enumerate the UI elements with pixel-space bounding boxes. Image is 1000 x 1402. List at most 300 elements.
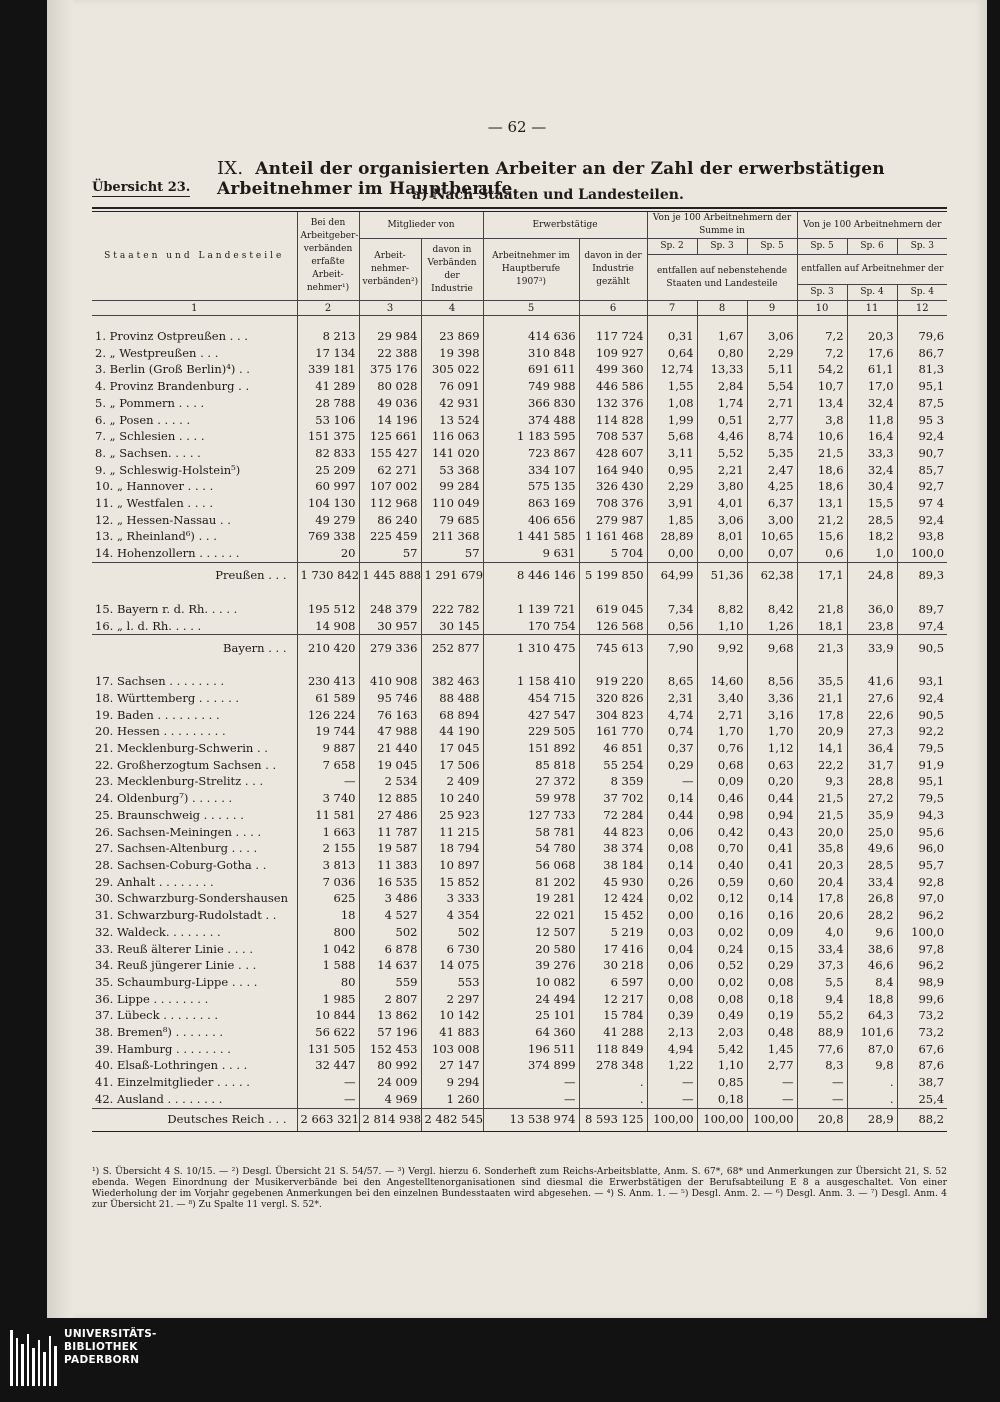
- cell-value: 32 447: [297, 1057, 359, 1074]
- row-label: 18. Württemberg . . . . . .: [95, 690, 240, 705]
- cell-value: 6 597: [579, 974, 647, 991]
- cell-value: 27,3: [847, 723, 897, 740]
- cell-value: 0,74: [647, 723, 697, 740]
- table-row: [92, 545, 947, 562]
- table-row: [92, 618, 947, 635]
- cell-value: 1,67: [697, 328, 747, 345]
- row-label: 40. Elsaß-Lothringen . . . .: [95, 1058, 248, 1073]
- column-number: 11: [847, 301, 897, 316]
- cell-value: 446 586: [579, 378, 647, 395]
- cell-value: 248 379: [359, 601, 421, 618]
- cell-value: 101,6: [847, 1024, 897, 1041]
- cell-value: 24 494: [483, 991, 579, 1008]
- cell-value: 3,11: [647, 445, 697, 462]
- cell-value: 8,74: [747, 428, 797, 445]
- header-col4: davon in Verbänden der Industrie: [421, 239, 483, 301]
- cell-value: 13,4: [797, 395, 847, 412]
- cell-value: 2,84: [697, 378, 747, 395]
- cell-value: 1 042: [297, 941, 359, 958]
- cell-value: 13 524: [421, 412, 483, 429]
- cell-value: 0,07: [747, 545, 797, 562]
- cell-value: —: [747, 1091, 797, 1108]
- cell-value: 1,26: [747, 618, 797, 635]
- cell-value: —: [647, 1091, 697, 1108]
- header-per100-sum: Von je 100 Arbeitnehmern der Summe in: [647, 212, 797, 239]
- cell-value: 90,5: [897, 635, 947, 662]
- cell-value: 2 663 321: [297, 1108, 359, 1131]
- cell-value: 7,2: [797, 328, 847, 345]
- cell-value: —: [797, 1074, 847, 1091]
- cell-value: 2,71: [697, 707, 747, 724]
- row-label: 8. „ Sachsen. . . . .: [95, 445, 201, 460]
- cell-value: 210 420: [297, 635, 359, 662]
- cell-value: 10 844: [297, 1007, 359, 1024]
- cell-value: 502: [421, 924, 483, 941]
- cell-value: 0,80: [697, 345, 747, 362]
- cell-value: 85 818: [483, 757, 579, 774]
- cell-value: 21,5: [797, 445, 847, 462]
- cell-value: 80 992: [359, 1057, 421, 1074]
- cell-value: 81 202: [483, 874, 579, 891]
- cell-value: 1,08: [647, 395, 697, 412]
- row-label: 6. „ Posen . . . . .: [95, 412, 191, 427]
- cell-value: .: [579, 1074, 647, 1091]
- cell-value: 64 360: [483, 1024, 579, 1041]
- cell-value: 76 091: [421, 378, 483, 395]
- cell-value: 2,77: [747, 1057, 797, 1074]
- cell-value: 23,8: [847, 618, 897, 635]
- cell-value: 33,3: [847, 445, 897, 462]
- cell-value: 339 181: [297, 361, 359, 378]
- cell-value: 21,1: [797, 690, 847, 707]
- cell-value: 0,16: [697, 907, 747, 924]
- cell-value: 33,9: [847, 635, 897, 662]
- cell-value: 5,5: [797, 974, 847, 991]
- subtotal-row: [92, 562, 947, 589]
- cell-value: 20,8: [797, 1108, 847, 1131]
- cell-value: 3 813: [297, 857, 359, 874]
- cell-value: 0,00: [697, 545, 747, 562]
- cell-value: 67,6: [897, 1041, 947, 1058]
- cell-value: 3,80: [697, 478, 747, 495]
- cell-value: 0,14: [647, 790, 697, 807]
- header-sp3c: Sp. 3: [797, 285, 847, 301]
- cell-value: 0,29: [647, 757, 697, 774]
- cell-value: 93,1: [897, 673, 947, 690]
- header-allocated-states: entfallen auf nebenstehende Staaten und Landesteile: [647, 255, 797, 301]
- cell-value: 21,8: [797, 601, 847, 618]
- cell-value: 0,19: [747, 1007, 797, 1024]
- cell-value: 17 506: [421, 757, 483, 774]
- cell-value: 10 240: [421, 790, 483, 807]
- cell-value: 5,11: [747, 361, 797, 378]
- cell-value: 114 828: [579, 412, 647, 429]
- cell-value: 454 715: [483, 690, 579, 707]
- header-sp2: Sp. 2: [647, 239, 697, 255]
- cell-value: 230 413: [297, 673, 359, 690]
- page-number: — 62 —: [487, 118, 547, 136]
- cell-value: 56 068: [483, 857, 579, 874]
- row-label: Deutsches Reich . . .: [92, 1108, 297, 1131]
- page-edge-shadow: [47, 0, 73, 1318]
- cell-value: 21,5: [797, 790, 847, 807]
- cell-value: 414 636: [483, 328, 579, 345]
- cell-value: —: [647, 1074, 697, 1091]
- cell-value: 90,5: [897, 707, 947, 724]
- cell-value: 18,6: [797, 462, 847, 479]
- cell-value: 1 158 410: [483, 673, 579, 690]
- cell-value: 95,7: [897, 857, 947, 874]
- cell-value: 17 416: [579, 941, 647, 958]
- cell-value: 19 045: [359, 757, 421, 774]
- cell-value: 10 897: [421, 857, 483, 874]
- cell-value: 20,3: [797, 857, 847, 874]
- row-label: 9. „ Schleswig-Holstein⁵): [95, 462, 241, 477]
- cell-value: 326 430: [579, 478, 647, 495]
- cell-value: 79,5: [897, 790, 947, 807]
- row-label: 25. Braunschweig . . . . . .: [95, 807, 244, 822]
- row-label: 22. Großherzogtum Sachsen . .: [95, 757, 277, 772]
- row-label: 20. Hessen . . . . . . . . .: [95, 724, 226, 739]
- table-row: [92, 707, 947, 724]
- cell-value: 57: [359, 545, 421, 562]
- table-row: [92, 1091, 947, 1108]
- cell-value: 196 511: [483, 1041, 579, 1058]
- cell-value: 1 260: [421, 1091, 483, 1108]
- cell-value: 13 538 974: [483, 1108, 579, 1131]
- cell-value: 0,76: [697, 740, 747, 757]
- cell-value: 5 704: [579, 545, 647, 562]
- cell-value: 41 883: [421, 1024, 483, 1041]
- cell-value: 49 036: [359, 395, 421, 412]
- cell-value: 15,6: [797, 528, 847, 545]
- cell-value: 252 877: [421, 635, 483, 662]
- cell-value: 64,3: [847, 1007, 897, 1024]
- cell-value: 62,38: [747, 562, 797, 589]
- cell-value: 14 637: [359, 957, 421, 974]
- row-label: 15. Bayern r. d. Rh. . . . .: [95, 601, 238, 616]
- row-label: 41. Einzelmitglieder . . . . .: [95, 1075, 250, 1090]
- cell-value: 17 045: [421, 740, 483, 757]
- cell-value: 9,8: [847, 1057, 897, 1074]
- cell-value: 0,29: [747, 957, 797, 974]
- cell-value: 2 534: [359, 773, 421, 790]
- cell-value: 23 869: [421, 328, 483, 345]
- cell-value: 41,6: [847, 673, 897, 690]
- cell-value: 13 862: [359, 1007, 421, 1024]
- cell-value: 17 134: [297, 345, 359, 362]
- cell-value: 3,40: [697, 690, 747, 707]
- cell-value: 749 988: [483, 378, 579, 395]
- row-label: 31. Schwarzburg-Rudolstadt . .: [95, 908, 277, 923]
- cell-value: 0,09: [697, 773, 747, 790]
- table-row: [92, 528, 947, 545]
- cell-value: 151 892: [483, 740, 579, 757]
- cell-value: 99 284: [421, 478, 483, 495]
- cell-value: 0,06: [647, 824, 697, 841]
- cell-value: 96,2: [897, 907, 947, 924]
- cell-value: 21,3: [797, 635, 847, 662]
- cell-value: 553: [421, 974, 483, 991]
- library-logo: [10, 1328, 160, 1388]
- cell-value: 27,2: [847, 790, 897, 807]
- row-label: 21. Mecklenburg-Schwerin . .: [95, 741, 268, 756]
- cell-value: 57 196: [359, 1024, 421, 1041]
- cell-value: 92,4: [897, 690, 947, 707]
- cell-value: 95 746: [359, 690, 421, 707]
- cell-value: 20,0: [797, 824, 847, 841]
- cell-value: 2 155: [297, 840, 359, 857]
- column-number: 1: [92, 301, 297, 316]
- cell-value: 19 744: [297, 723, 359, 740]
- cell-value: 1,10: [697, 618, 747, 635]
- cell-value: 10,6: [797, 428, 847, 445]
- cell-value: 17,8: [797, 890, 847, 907]
- cell-value: 132 376: [579, 395, 647, 412]
- cell-value: 575 135: [483, 478, 579, 495]
- cell-value: 27 147: [421, 1057, 483, 1074]
- cell-value: 9,92: [697, 635, 747, 662]
- cell-value: 863 169: [483, 495, 579, 512]
- cell-value: 97 4: [897, 495, 947, 512]
- cell-value: 279 987: [579, 512, 647, 529]
- row-label: Preußen . . .: [92, 562, 297, 589]
- cell-value: 28,89: [647, 528, 697, 545]
- cell-value: 8,01: [697, 528, 747, 545]
- cell-value: 93,8: [897, 528, 947, 545]
- cell-value: 131 505: [297, 1041, 359, 1058]
- table-row: [92, 345, 947, 362]
- cell-value: 117 724: [579, 328, 647, 345]
- cell-value: 55 254: [579, 757, 647, 774]
- table-row: [92, 974, 947, 991]
- cell-value: 125 661: [359, 428, 421, 445]
- table-row: [92, 857, 947, 874]
- cell-value: 57: [421, 545, 483, 562]
- header-states: Staaten und Landesteile: [92, 212, 297, 301]
- cell-value: 723 867: [483, 445, 579, 462]
- cell-value: 152 453: [359, 1041, 421, 1058]
- cell-value: 37 702: [579, 790, 647, 807]
- cell-value: 0,20: [747, 773, 797, 790]
- cell-value: 11 383: [359, 857, 421, 874]
- cell-value: 0,63: [747, 757, 797, 774]
- cell-value: 18,1: [797, 618, 847, 635]
- cell-value: 0,12: [697, 890, 747, 907]
- cell-value: 3,91: [647, 495, 697, 512]
- cell-value: 0,40: [697, 857, 747, 874]
- cell-value: 85,7: [897, 462, 947, 479]
- cell-value: 0,18: [747, 991, 797, 1008]
- cell-value: 8,82: [697, 601, 747, 618]
- cell-value: 0,52: [697, 957, 747, 974]
- cell-value: 5,42: [697, 1041, 747, 1058]
- cell-value: 6,37: [747, 495, 797, 512]
- table-row: [92, 807, 947, 824]
- cell-value: 5 199 850: [579, 562, 647, 589]
- cell-value: 26,8: [847, 890, 897, 907]
- cell-value: 0,95: [647, 462, 697, 479]
- column-number: 7: [647, 301, 697, 316]
- cell-value: 0,98: [697, 807, 747, 824]
- cell-value: 88 488: [421, 690, 483, 707]
- cell-value: 1 310 475: [483, 635, 579, 662]
- cell-value: 17,6: [847, 345, 897, 362]
- row-label: 32. Waldeck. . . . . . . .: [95, 924, 221, 939]
- cell-value: 25 209: [297, 462, 359, 479]
- cell-value: 8 593 125: [579, 1108, 647, 1131]
- cell-value: 1,70: [747, 723, 797, 740]
- row-label: 23. Mecklenburg-Strelitz . . .: [95, 774, 264, 789]
- cell-value: 1 291 679: [421, 562, 483, 589]
- cell-value: 46,6: [847, 957, 897, 974]
- row-label: 14. Hohenzollern . . . . . .: [95, 546, 240, 561]
- row-label: 30. Schwarzburg-Sondershausen: [95, 891, 288, 906]
- cell-value: 99,6: [897, 991, 947, 1008]
- row-label: 12. „ Hessen-Nassau . .: [95, 512, 231, 527]
- cell-value: 44 190: [421, 723, 483, 740]
- cell-value: 919 220: [579, 673, 647, 690]
- barcode-logo-icon: [10, 1330, 58, 1386]
- subtotal-row: [92, 635, 947, 662]
- cell-value: 11 581: [297, 807, 359, 824]
- cell-value: 320 826: [579, 690, 647, 707]
- cell-value: 8 359: [579, 773, 647, 790]
- cell-value: 8,42: [747, 601, 797, 618]
- cell-value: 109 927: [579, 345, 647, 362]
- cell-value: 41 288: [579, 1024, 647, 1041]
- cell-value: 410 908: [359, 673, 421, 690]
- cell-value: 0,02: [697, 924, 747, 941]
- cell-value: 19 587: [359, 840, 421, 857]
- row-label: 1. Provinz Ostpreußen . . .: [95, 329, 248, 343]
- cell-value: 170 754: [483, 618, 579, 635]
- cell-value: 1,70: [697, 723, 747, 740]
- table-row: [92, 991, 947, 1008]
- cell-value: 0,85: [697, 1074, 747, 1091]
- cell-value: 4,46: [697, 428, 747, 445]
- table-row: [92, 328, 947, 345]
- cell-value: 141 020: [421, 445, 483, 462]
- cell-value: 104 130: [297, 495, 359, 512]
- cell-value: 100,00: [697, 1108, 747, 1131]
- cell-value: 769 338: [297, 528, 359, 545]
- cell-value: 36,0: [847, 601, 897, 618]
- section-title-text: Anteil der organisierten Arbeiter an der Zahl der erwerbstätigen Arbeitnehmer im Hauptberufe.: [217, 159, 885, 199]
- cell-value: 28,2: [847, 907, 897, 924]
- cell-value: 38 374: [579, 840, 647, 857]
- cell-value: 22 021: [483, 907, 579, 924]
- cell-value: .: [579, 1091, 647, 1108]
- cell-value: 18: [297, 907, 359, 924]
- header-sp5b: Sp. 5: [797, 239, 847, 255]
- cell-value: 116 063: [421, 428, 483, 445]
- cell-value: 61,1: [847, 361, 897, 378]
- cell-value: 92,2: [897, 723, 947, 740]
- cell-value: 2,71: [747, 395, 797, 412]
- table-row: [92, 412, 947, 429]
- table-subtitle: a) Nach Staaten und Landesteilen.: [412, 187, 684, 203]
- cell-value: 47 988: [359, 723, 421, 740]
- cell-value: 1,0: [847, 545, 897, 562]
- cell-value: 0,16: [747, 907, 797, 924]
- cell-value: 0,70: [697, 840, 747, 857]
- cell-value: 24 009: [359, 1074, 421, 1091]
- cell-value: 19 281: [483, 890, 579, 907]
- cell-value: 77,6: [797, 1041, 847, 1058]
- cell-value: 428 607: [579, 445, 647, 462]
- row-label: 26. Sachsen-Meiningen . . . .: [95, 824, 262, 839]
- column-number: 8: [697, 301, 747, 316]
- cell-value: 3,00: [747, 512, 797, 529]
- cell-value: 17,1: [797, 562, 847, 589]
- cell-value: 2,21: [697, 462, 747, 479]
- cell-value: 97,4: [897, 618, 947, 635]
- cell-value: 8 446 146: [483, 562, 579, 589]
- cell-value: 11,8: [847, 412, 897, 429]
- cell-value: 110 049: [421, 495, 483, 512]
- cell-value: 56 622: [297, 1024, 359, 1041]
- cell-value: 28 788: [297, 395, 359, 412]
- row-label: 35. Schaumburg-Lippe . . . .: [95, 974, 258, 989]
- cell-value: 64,99: [647, 562, 697, 589]
- cell-value: 22 388: [359, 345, 421, 362]
- cell-value: 25,0: [847, 824, 897, 841]
- spacer-row: [92, 589, 947, 601]
- cell-value: 1 161 468: [579, 528, 647, 545]
- cell-value: 58 781: [483, 824, 579, 841]
- cell-value: 3,36: [747, 690, 797, 707]
- cell-value: 225 459: [359, 528, 421, 545]
- cell-value: 0,48: [747, 1024, 797, 1041]
- table-row: [92, 773, 947, 790]
- cell-value: 5,54: [747, 378, 797, 395]
- cell-value: 1,55: [647, 378, 697, 395]
- cell-value: 1 441 585: [483, 528, 579, 545]
- cell-value: 73,2: [897, 1007, 947, 1024]
- footnotes: ¹) S. Übersicht 4 S. 10/15. — ²) Desgl. Übersicht 21 S. 54/57. — ³) Vergl. hierzu 6. Sonderheft zum Reichs-Arbeitsblatte, Anm. S. 67*, 68* und Anmerkungen zur Übersicht 21, S. 52 ebenda. Wegen Einordnung der Musikerverbände bei den Angestelltenorganisationen sind diesmal die Erwerbstätigen der Berufsabteilung E 8 a ausgeschaltet. Von einer Wiederholung der im Vorjahr gegebenen Anmerkungen bei den einzelnen Bundesstaaten wird abgesehen. — ⁴) S. Anm. 1. — ⁵) Desgl. Anm. 2. — ⁶) Desgl. Anm. 3. — ⁷) Desgl. Anm. 4 zur Übersicht 21. — ⁸) Zu Spalte 11 vergl. S. 52*.: [92, 1166, 947, 1210]
- table-row: [92, 378, 947, 395]
- table-row: [92, 361, 947, 378]
- row-label: 36. Lippe . . . . . . . .: [95, 991, 209, 1006]
- cell-value: 0,59: [697, 874, 747, 891]
- row-label: 7. „ Schlesien . . . .: [95, 429, 205, 444]
- cell-value: 2 482 545: [421, 1108, 483, 1131]
- cell-value: 2,03: [697, 1024, 747, 1041]
- column-number: 9: [747, 301, 797, 316]
- cell-value: 118 849: [579, 1041, 647, 1058]
- table-row: [92, 957, 947, 974]
- column-number: 5: [483, 301, 579, 316]
- cell-value: 3,06: [747, 328, 797, 345]
- cell-value: 20,4: [797, 874, 847, 891]
- cell-value: 18,8: [847, 991, 897, 1008]
- cell-value: 28,5: [847, 857, 897, 874]
- cell-value: 29 984: [359, 328, 421, 345]
- cell-value: 0,64: [647, 345, 697, 362]
- cell-value: 0,24: [697, 941, 747, 958]
- cell-value: 60 997: [297, 478, 359, 495]
- cell-value: 32,4: [847, 462, 897, 479]
- table-row: [92, 1074, 947, 1091]
- cell-value: 95 3: [897, 412, 947, 429]
- cell-value: 0,44: [647, 807, 697, 824]
- cell-value: 2 807: [359, 991, 421, 1008]
- cell-value: 0,02: [647, 890, 697, 907]
- cell-value: 22,2: [797, 757, 847, 774]
- cell-value: 18 794: [421, 840, 483, 857]
- table-row: [92, 907, 947, 924]
